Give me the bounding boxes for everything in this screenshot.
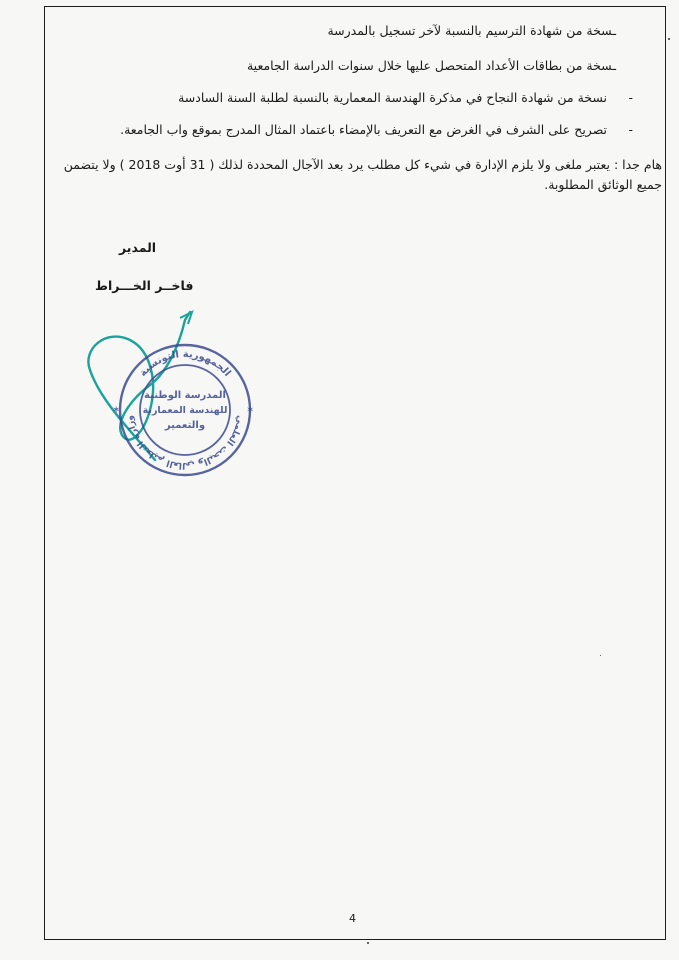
scan-speck — [367, 942, 369, 944]
stamp-star-icon: ✶ — [246, 405, 255, 416]
stamp-inner-line-1: المدرسة الوطنية — [144, 390, 226, 401]
stamp-star-icon: ✶ — [112, 405, 121, 416]
official-stamp — [60, 310, 270, 490]
important-note: هام جدا : يعتبر ملغى ولا يلزم الإدارة في شيء كل مطلب يرد بعد الآجال المحددة لذلك ( 31 أوت 2018 ) ولا يتضمن جميع الوثائق المطلوبة. — [63, 157, 662, 192]
stamp-inner-line-3: والتعمير — [164, 420, 206, 431]
signature-title: المدير — [119, 240, 157, 255]
stamp-outer-side-text: وزارة التعليم العالي والبحث العلمي — [125, 414, 245, 471]
requirement-text-3: نسخة من شهادة النجاح في مذكرة الهندسة المعمارية بالنسبة لطلبة السنة السادسة — [178, 90, 608, 105]
stamp-inner-line-2: للهندسة المعمارية — [142, 405, 228, 416]
requirement-line-4 — [120, 121, 633, 139]
requirement-line-1: ـسخة من شهادة الترسيم بالنسبة لآخر تسجيل بالمدرسة — [327, 23, 616, 38]
bullet-dash: - — [628, 122, 633, 137]
scan-speck — [668, 38, 670, 40]
page-number: 4 — [349, 912, 356, 925]
stamp-outer-top-text: الجمهورية التونسية — [137, 348, 233, 379]
bullet-dash: - — [628, 90, 633, 105]
requirement-text-4: تصريح على الشرف في الغرض مع التعريف بالإمضاء باعتماد المثال المدرج بموقع واب الجامعة. — [120, 122, 608, 137]
requirement-line-2: ـسخة من بطاقات الأعداد المتحصل عليها خلال سنوات الدراسة الجامعية — [246, 58, 616, 73]
requirement-line-3 — [178, 89, 633, 107]
signature-name: فاخــر الخـــراط — [95, 278, 194, 293]
scan-speck — [600, 655, 601, 656]
